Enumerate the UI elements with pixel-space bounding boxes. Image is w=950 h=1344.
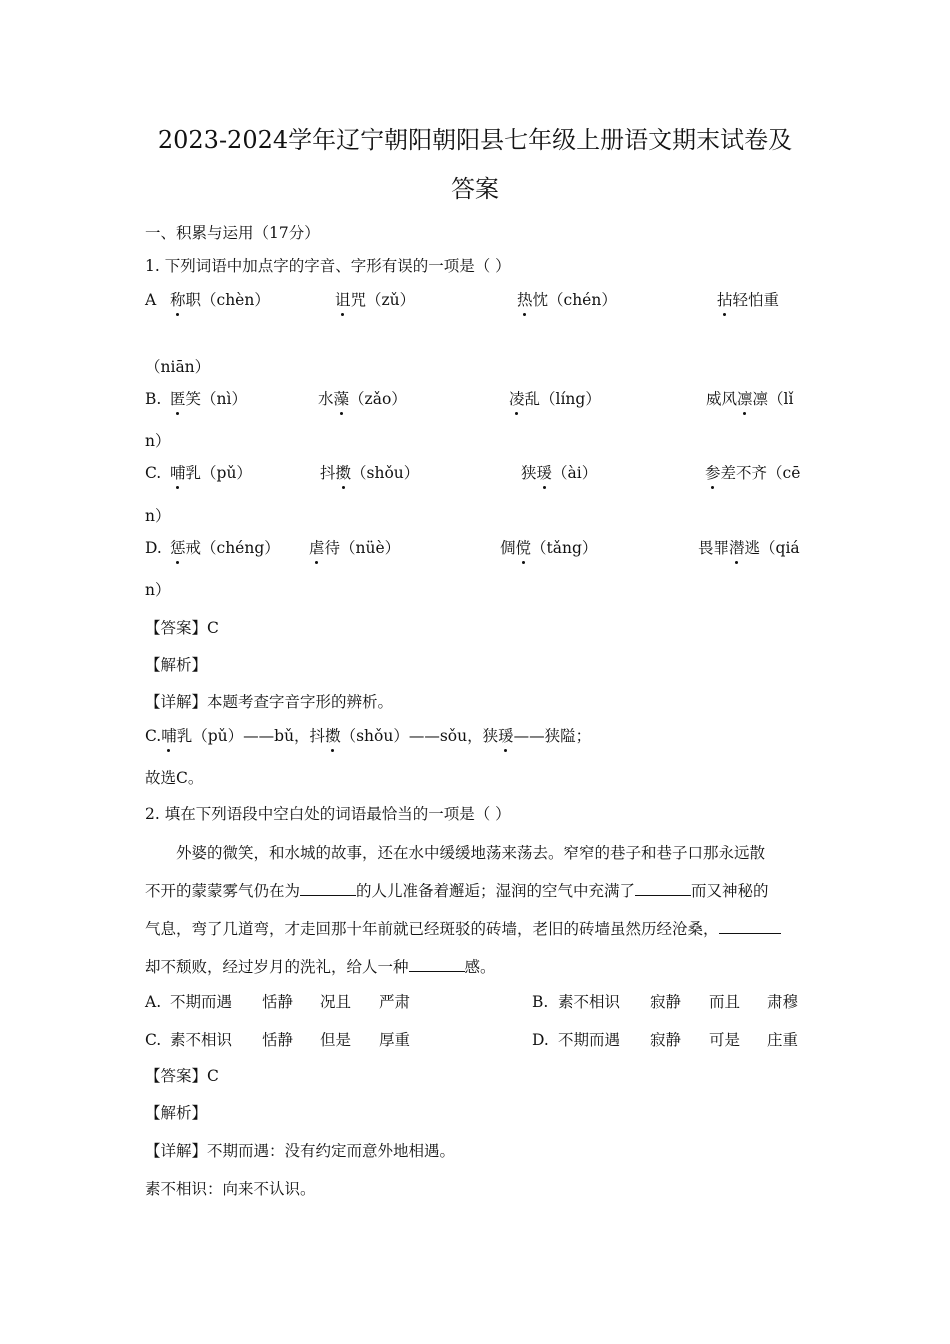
q2-passage-line-1: 外婆的微笑，和水城的故事，还在水中缓缓地荡来荡去。窄窄的巷子和巷子口那永远散 [176, 844, 766, 862]
q1-option-a-item-1: 称职（chèn） [170, 291, 270, 309]
q2-note: 素不相识：向来不认识。 [145, 1180, 316, 1198]
q1-option-a-item-3: 热忱（chén） [517, 291, 617, 309]
emphasis-dot-char: 称 [170, 291, 186, 309]
q1-stem: 1. 下列词语中加点字的字音、字形有误的一项是（ ） [145, 257, 511, 275]
q2-passage-line-4: 却不颓败，经过岁月的洗礼，给人一种 感。 [145, 958, 496, 976]
q1-option-d-item-4: 畏罪潜逃（qiá [698, 539, 800, 557]
q2-stem: 2. 填在下列语段中空白处的词语最恰当的一项是（ ） [145, 805, 511, 823]
q2-analysis-label: 【解析】 [145, 1104, 208, 1122]
section-heading: 一、积累与运用（17分） [145, 224, 320, 242]
emphasis-dot-char: 拈 [717, 291, 733, 309]
q1-option-c-item-1: 哺乳（pǔ） [170, 464, 252, 482]
emphasis-dot-char: 潜 [729, 539, 745, 557]
q1-option-a-item-4: 拈轻怕重 [717, 291, 780, 309]
emphasis-dot-char: 哺 [161, 727, 177, 745]
emphasis-dot-char: 哺 [170, 464, 186, 482]
document-title-line2: 答案 [451, 175, 499, 203]
q2-passage-line-2: 不开的蒙蒙雾气仍在为 的人儿准备着邂逅；湿润的空气中充满了 而又神秘的 [145, 882, 769, 900]
q1-conclusion: 故选C。 [145, 769, 204, 787]
q2-passage-line-3: 气息，弯了几道弯，才走回那十年前就已经斑驳的砖墙，老旧的砖墙虽然历经沧桑， [145, 919, 781, 939]
q2-answer: 【答案】C [145, 1067, 219, 1085]
q1-option-c-item-3: 狭瑗（ài） [521, 464, 598, 482]
q1-option-a-label: A [145, 291, 157, 309]
q1-analysis-label: 【解析】 [145, 656, 208, 674]
q1-option-d-label: D. [145, 539, 162, 557]
fill-blank-4 [409, 957, 465, 972]
emphasis-dot-char: 擞 [335, 464, 352, 482]
q1-explanation: C.哺乳（pǔ）——bǔ，抖擞（shǒu）——sǒu，狭瑗——狭隘； [145, 727, 592, 745]
q1-option-b-item-4: 威风凛凛（lǐ [706, 390, 794, 408]
emphasis-dot-char: 惩 [170, 539, 186, 557]
emphasis-dot-char: 擞 [325, 727, 341, 745]
q1-option-d-item-3: 倜傥（tǎng） [500, 539, 598, 557]
q1-option-d-item-2: 虐待（nüè） [309, 539, 401, 557]
q1-option-b-item-1: 匿笑（nì） [170, 390, 247, 408]
q1-option-b-wrap: n） [145, 432, 171, 450]
q1-option-d-wrap: n） [145, 581, 171, 599]
q1-option-c-item-4: 参差不齐（cē [705, 464, 801, 482]
emphasis-dot-char: 傥 [515, 539, 532, 557]
q1-option-c-wrap: n） [145, 507, 171, 525]
emphasis-dot-char: 瑗 [498, 727, 514, 745]
q1-option-c-label: C. [145, 464, 162, 482]
fill-blank-3 [719, 919, 781, 934]
fill-blank-2 [635, 881, 691, 896]
fill-blank-1 [300, 881, 356, 896]
q1-detail: 【详解】本题考查字音字形的辨析。 [145, 693, 394, 711]
q1-option-b-item-2: 水藻（zǎo） [318, 390, 407, 408]
emphasis-dot-char: 诅 [335, 291, 351, 309]
q1-option-a-wrap: （niān） [145, 358, 211, 376]
emphasis-dot-char: 匿 [170, 390, 186, 408]
emphasis-dot-char: 虐 [309, 539, 325, 557]
emphasis-dot-char: 瑗 [536, 464, 553, 482]
q1-option-b-item-3: 凌乱（líng） [509, 390, 601, 408]
emphasis-dot-char: 凌 [509, 390, 525, 408]
q1-option-b-label: B. [145, 390, 162, 408]
q1-option-c-item-2: 抖擞（shǒu） [320, 464, 420, 482]
q1-answer: 【答案】C [145, 619, 219, 637]
q2-detail: 【详解】不期而遇：没有约定而意外地相遇。 [145, 1142, 456, 1160]
document-title-line1: 2023-2024学年辽宁朝阳朝阳县七年级上册语文期末试卷及 [157, 126, 793, 154]
emphasis-dot-char: 热 [517, 291, 533, 309]
q1-option-d-item-1: 惩戒（chéng） [170, 539, 280, 557]
emphasis-dot-char: 参 [705, 464, 721, 482]
emphasis-dot-char: 藻 [333, 390, 350, 408]
emphasis-dot-char: 凛 [737, 390, 753, 408]
q1-option-a-item-2: 诅咒（zǔ） [335, 291, 416, 309]
